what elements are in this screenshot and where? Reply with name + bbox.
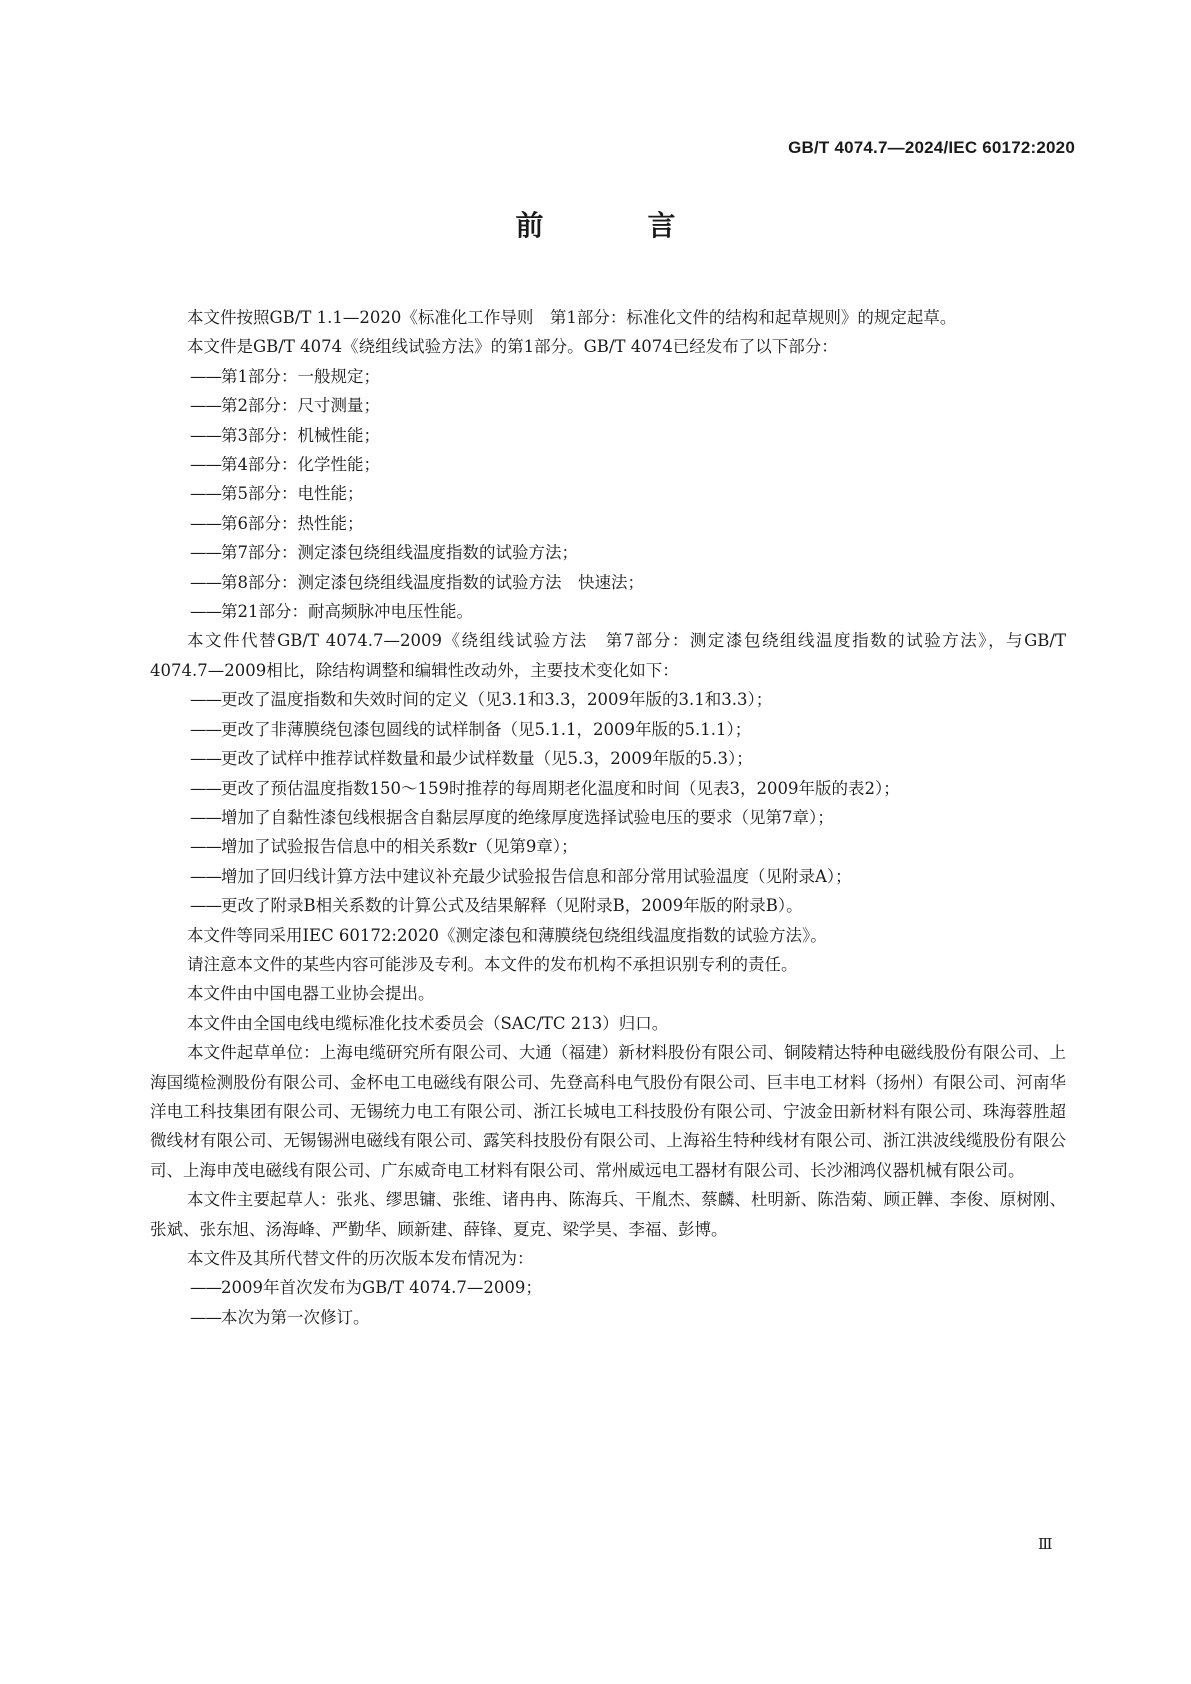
list-item-text: 增加了自黏性漆包线根据含自黏层厚度的绝缘厚度选择试验电压的要求（见第7章）； bbox=[221, 807, 834, 827]
list-dash: —— bbox=[190, 543, 221, 563]
list-item-text: 第2部分：尺寸测量； bbox=[221, 396, 380, 416]
paragraph-drafting-rule: 本文件按照GB/T 1.1—2020《标准化工作导则 第1部分：标准化文件的结构和起草规则》的规定起草。 bbox=[187, 308, 957, 327]
paragraph-replacement: 本文件代替GB/T 4074.7—2009《绕组线试验方法 第7部分：测定漆包绕组线温度指数的试验方法》，与GB/T 4074.7—2009相比，除结构调整和编辑性改动外，主要技术变化如下： bbox=[150, 631, 1066, 680]
list-item-text: 本次为第一次修订。 bbox=[221, 1307, 370, 1327]
list-dash: —— bbox=[190, 1307, 221, 1327]
list-dash: —— bbox=[190, 1278, 221, 1298]
paragraph-drafters: 本文件主要起草人：张兆、缪思镛、张维、诸冉冉、陈海兵、干胤杰、蔡麟、杜明新、陈浩菊、顾正韡、李俊、原树刚、张斌、张东旭、汤海峰、严勤华、顾新建、薛锋、夏克、梁学昊、李福、彭博。 bbox=[150, 1190, 1066, 1239]
paragraph-history-intro: 本文件及其所代替文件的历次版本发布情况为： bbox=[187, 1249, 534, 1268]
list-dash: —— bbox=[190, 866, 221, 886]
paragraph-committee: 本文件由全国电线电缆标准化技术委员会（SAC/TC 213）归口。 bbox=[187, 1013, 669, 1033]
list-item-text: 增加了回归线计算方法中建议补充最少试验报告信息和部分常用试验温度（见附录A）； bbox=[221, 866, 852, 886]
list-dash: —— bbox=[190, 896, 221, 916]
list-item bbox=[150, 774, 1066, 803]
list-dash: —— bbox=[190, 484, 221, 504]
list-dash: —— bbox=[190, 602, 221, 622]
list-dash: —— bbox=[190, 425, 221, 445]
list-item bbox=[150, 1303, 1066, 1332]
list-item bbox=[150, 509, 1066, 538]
list-item bbox=[150, 362, 1066, 391]
list-item-text: 更改了试样中推荐试样数量和最少试样数量（见5.3，2009年版的5.3）； bbox=[221, 749, 753, 769]
list-item bbox=[150, 744, 1066, 773]
list-dash: —— bbox=[190, 778, 221, 798]
list-item-text: 第1部分：一般规定； bbox=[221, 366, 380, 386]
parts-list bbox=[150, 362, 1066, 627]
list-item-text: 第6部分：热性能； bbox=[221, 513, 364, 533]
list-item-text: 第5部分：电性能； bbox=[221, 484, 364, 504]
list-item-text: 更改了预估温度指数150～159时推荐的每周期老化温度和时间（见表3，2009年版的表2）； bbox=[221, 778, 900, 798]
list-dash: —— bbox=[190, 366, 221, 386]
list-item-text: 第8部分：测定漆包绕组线温度指数的试验方法 快速法； bbox=[221, 572, 644, 592]
list-dash: —— bbox=[190, 513, 221, 533]
paragraph-patent-notice: 请注意本文件的某些内容可能涉及专利。本文件的发布机构不承担识别专利的责任。 bbox=[187, 954, 798, 974]
list-dash: —— bbox=[190, 455, 221, 475]
page-title: 前 言 bbox=[515, 209, 714, 242]
list-item-text: 更改了附录B相关系数的计算公式及结果解释（见附录B，2009年版的附录B）。 bbox=[221, 896, 803, 916]
list-dash: —— bbox=[190, 749, 221, 769]
paragraph-drafting-units: 本文件起草单位：上海电缆研究所有限公司、大通（福建）新材料股份有限公司、铜陵精达特种电磁线股份有限公司、上海国缆检测股份有限公司、金杯电工电磁线有限公司、先登高科电气股份有限公司、巨丰电工材料（扬州）有限公司、河南华洋电工科技集团有限公司、无锡统力电工有限公司、浙江长城电工科技股份有限公司、宁波金田新材料有限公司、珠海蓉胜超微线材有限公司、无锡锡洲电磁线有限公司、露笑科技股份有限公司、上海裕生特种线材有限公司、浙江洪波线缆股份有限公司、上海申茂电磁线有限公司、广东威奇电工材料有限公司、常州威远电工器材有限公司、长沙湘鸿仪器机械有限公司。 bbox=[150, 1043, 1066, 1180]
list-item bbox=[150, 862, 1066, 891]
list-item bbox=[150, 479, 1066, 508]
list-item bbox=[150, 891, 1066, 920]
list-item-text: 第7部分：测定漆包绕组线温度指数的试验方法； bbox=[221, 543, 578, 563]
list-item bbox=[150, 568, 1066, 597]
list-item bbox=[150, 538, 1066, 567]
list-item bbox=[150, 391, 1066, 420]
list-item bbox=[150, 803, 1066, 832]
list-dash: —— bbox=[190, 396, 221, 416]
list-dash: —— bbox=[190, 837, 221, 857]
list-item-text: 第21部分：耐高频脉冲电压性能。 bbox=[221, 602, 473, 622]
list-item bbox=[150, 685, 1066, 714]
list-item bbox=[150, 597, 1066, 626]
page-number: Ⅲ bbox=[1038, 1535, 1053, 1553]
list-item-text: 第3部分：机械性能； bbox=[221, 425, 380, 445]
paragraph-proposer: 本文件由中国电器工业协会提出。 bbox=[187, 984, 435, 1004]
list-item bbox=[150, 832, 1066, 861]
list-item bbox=[150, 1273, 1066, 1302]
list-item-text: 更改了非薄膜绕包漆包圆线的试样制备（见5.1.1，2009年版的5.1.1）； bbox=[221, 719, 752, 739]
list-dash: —— bbox=[190, 690, 221, 710]
document-code-header: GB/T 4074.7—2024/IEC 60172:2020 bbox=[788, 138, 1075, 157]
list-dash: —— bbox=[190, 572, 221, 592]
list-item bbox=[150, 450, 1066, 479]
list-item-text: 更改了温度指数和失效时间的定义（见3.1和3.3，2009年版的3.1和3.3）； bbox=[221, 690, 773, 710]
list-item bbox=[150, 715, 1066, 744]
list-item-text: 2009年首次发布为GB/T 4074.7—2009； bbox=[221, 1278, 542, 1298]
list-item bbox=[150, 421, 1066, 450]
list-item-text: 第4部分：化学性能； bbox=[221, 455, 380, 475]
list-item-text: 增加了试验报告信息中的相关系数r（见第9章）； bbox=[221, 837, 578, 857]
changes-list bbox=[150, 685, 1066, 920]
history-list bbox=[150, 1273, 1066, 1332]
paragraph-adoption: 本文件等同采用IEC 60172:2020《测定漆包和薄膜绕包绕组线温度指数的试验方法》。 bbox=[187, 925, 827, 945]
paragraph-series-intro: 本文件是GB/T 4074《绕组线试验方法》的第1部分。GB/T 4074已经发布了以下部分： bbox=[187, 337, 838, 357]
document-body bbox=[150, 303, 1066, 1332]
list-dash: —— bbox=[190, 807, 221, 827]
list-dash: —— bbox=[190, 719, 221, 739]
